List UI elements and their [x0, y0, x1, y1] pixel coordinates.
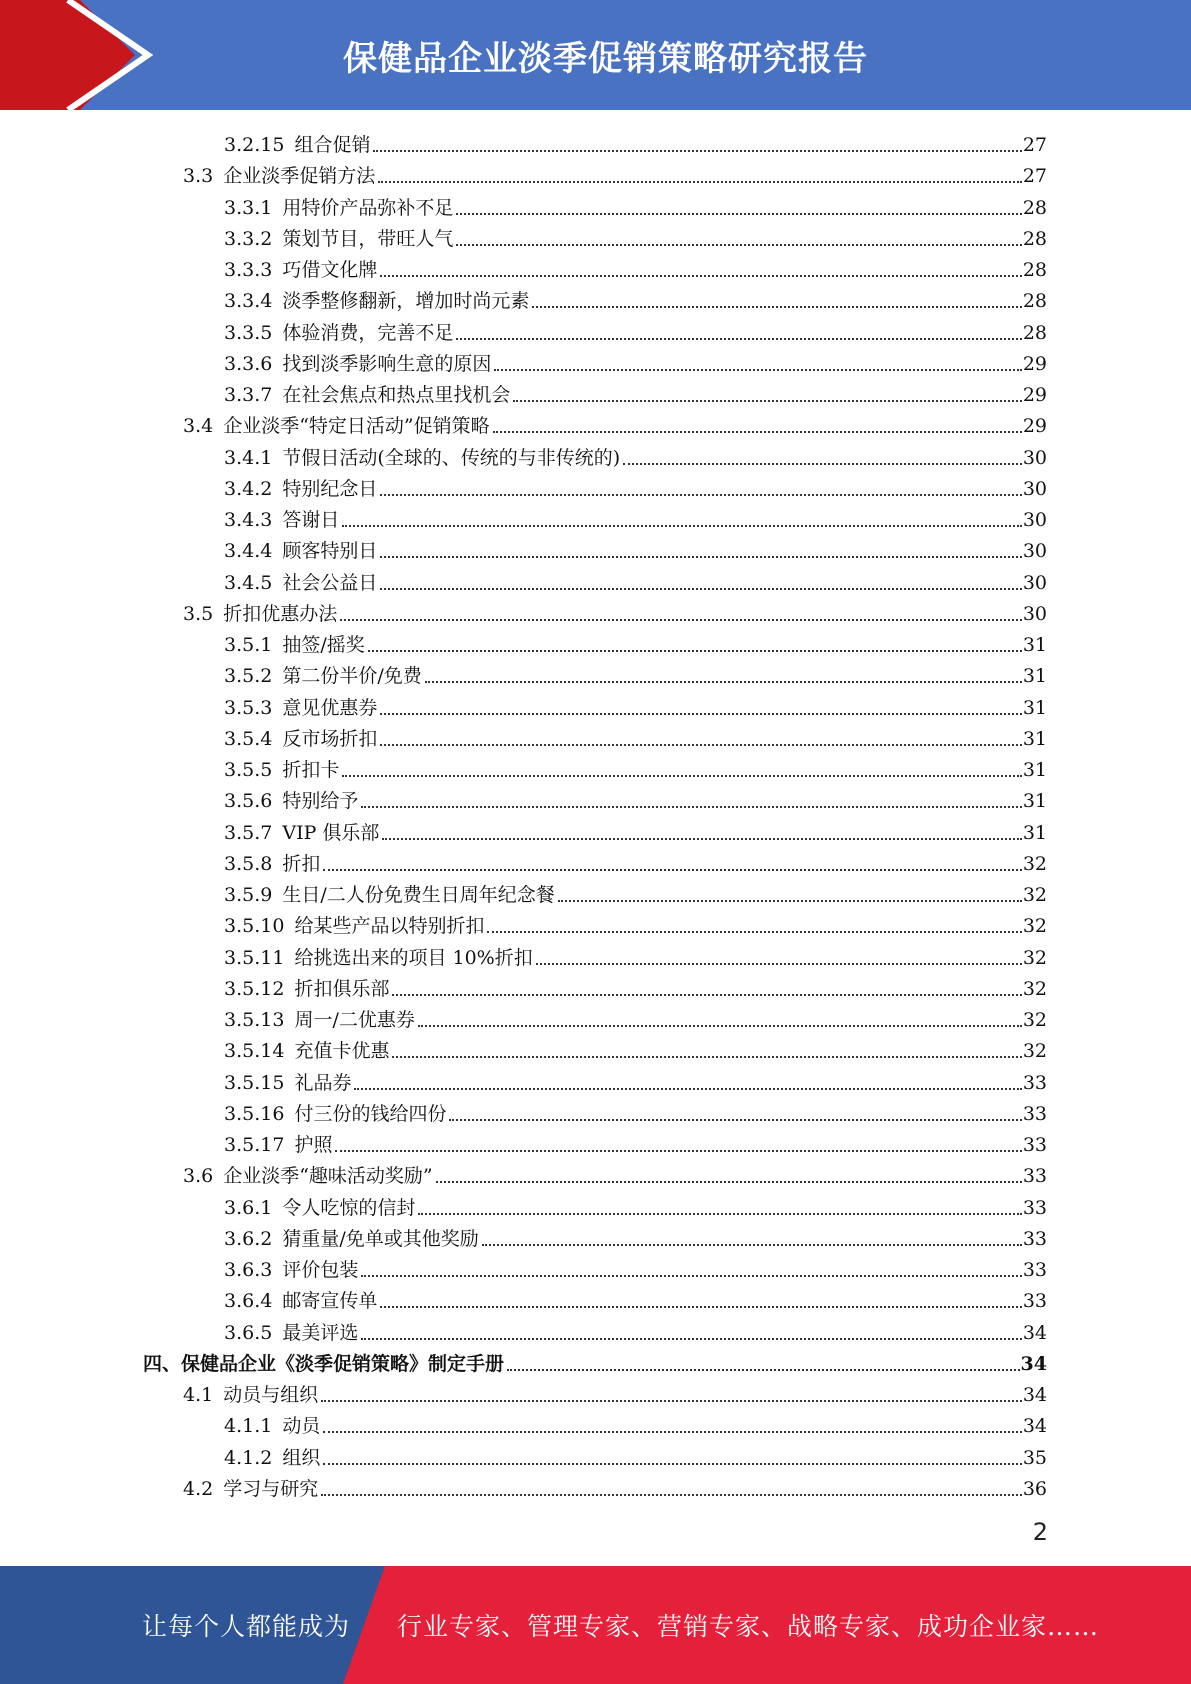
toc-entry-title	[224, 507, 339, 533]
toc-entry-number: 3.5.4	[224, 727, 273, 750]
toc-entry-number: 4.1	[183, 1384, 214, 1406]
toc-entry-number: 3.6.5	[224, 1321, 273, 1344]
toc-entry-title	[224, 1132, 332, 1158]
toc-entry-label: 最美评选	[282, 1321, 359, 1344]
toc-entry-number: 3.3.5	[224, 321, 273, 344]
toc-entry-title	[224, 945, 533, 971]
toc-entry-number: 3.3.2	[224, 227, 273, 250]
toc-entry[interactable]	[224, 127, 1047, 158]
toc-dot-leader	[335, 1150, 1021, 1152]
toc-entry-label: 令人吃惊的信封	[282, 1196, 416, 1219]
toc-entry-label: 猜重量/免单或其他奖励	[282, 1227, 479, 1250]
toc-entry-label: 礼品券	[294, 1071, 352, 1094]
toc-entry-page: 29	[1022, 352, 1047, 375]
toc-entry-number: 3.4	[183, 415, 214, 438]
toc-entry-title	[183, 1163, 433, 1189]
toc-entry[interactable]	[224, 1190, 1047, 1221]
toc-dot-leader	[323, 1463, 1021, 1465]
toc-entry-page: 33	[1022, 1102, 1047, 1125]
toc-entry-label: 社会公益日	[282, 571, 378, 594]
toc-entry-page: 29	[1022, 384, 1047, 406]
toc-entry-number: 3.6.3	[224, 1259, 273, 1281]
toc-entry[interactable]	[224, 252, 1047, 283]
toc-entry-number: 3.3.3	[224, 259, 273, 281]
toc-entry-number: 3.4.1	[224, 446, 273, 469]
toc-entry-page: 34	[1022, 1321, 1047, 1344]
page-footer	[0, 1566, 1191, 1684]
toc-entry-page: 33	[1022, 1165, 1047, 1188]
toc-entry-page: 30	[1022, 477, 1047, 500]
toc-entry-page: 28	[1022, 290, 1047, 313]
toc-entry-title	[224, 1257, 358, 1283]
toc-entry[interactable]	[224, 440, 1047, 471]
toc-entry-number: 3.4.2	[224, 477, 273, 500]
toc-entry-label: 节假日活动(全球的、传统的与非传统的)	[282, 446, 621, 469]
toc-entry-label: 反市场折扣	[282, 727, 378, 750]
toc-entry-label: 动员	[282, 1415, 321, 1438]
toc-entry-title	[183, 1382, 318, 1408]
toc-entry[interactable]	[224, 783, 1047, 814]
toc-dot-leader	[623, 463, 1022, 465]
toc-entry-number: 3.5.17	[224, 1134, 285, 1156]
toc-entry[interactable]	[224, 1002, 1047, 1033]
toc-entry-title	[224, 1288, 377, 1314]
toc-entry-page: 31	[1022, 696, 1047, 719]
toc-entry-title	[224, 132, 370, 158]
toc-entry[interactable]	[224, 1315, 1047, 1346]
toc-entry-page: 31	[1022, 759, 1047, 781]
toc-entry-page: 30	[1022, 571, 1047, 594]
toc-entry-number: 3.6.4	[224, 1290, 273, 1313]
toc-entry-label: 找到淡季影响生意的原因	[282, 352, 492, 375]
toc-entry-label: 折扣	[282, 852, 321, 875]
toc-entry-title	[224, 476, 377, 502]
toc-entry-label: 策划节目，带旺人气	[282, 227, 454, 250]
toc-entry-label: 组织	[282, 1446, 321, 1469]
toc-entry-page: 31	[1022, 634, 1047, 656]
toc-entry-number: 3.6.1	[224, 1196, 273, 1219]
toc-entry-title	[224, 1226, 479, 1252]
toc-entry-label: 抽签/摇奖	[282, 634, 365, 656]
toc-entry[interactable]	[224, 752, 1047, 783]
toc-entry-number: 3.4.5	[224, 571, 273, 594]
toc-dot-leader	[449, 1119, 1021, 1121]
toc-entry-title	[224, 288, 529, 314]
toc-dot-leader	[380, 1306, 1021, 1308]
toc-dot-leader	[380, 713, 1021, 715]
toc-entry-number: 3.5.14	[224, 1040, 285, 1063]
toc-entry-title	[224, 882, 555, 908]
toc-entry-title	[183, 413, 490, 439]
toc-dot-leader	[418, 1213, 1021, 1215]
toc-entry-page: 33	[1022, 1134, 1047, 1156]
toc-entry-number: 3.5.9	[224, 884, 273, 906]
toc-entry-page: 31	[1022, 821, 1047, 844]
toc-entry-number: 3.5.5	[224, 759, 273, 781]
toc-dot-leader	[494, 369, 1021, 371]
toc-entry-label: 特别纪念日	[282, 477, 378, 500]
toc-entry[interactable]	[224, 908, 1047, 939]
toc-entry[interactable]	[224, 658, 1047, 689]
toc-entry-page: 36	[1022, 1477, 1047, 1500]
toc-entry-label: 动员与组织	[223, 1384, 319, 1406]
toc-entry[interactable]	[183, 158, 1047, 189]
toc-entry-label: 付三份的钱给四份	[294, 1102, 447, 1125]
document-title: 保健品企业淡季促销策略研究报告	[343, 38, 868, 79]
toc-entry-page: 35	[1022, 1446, 1047, 1469]
toc-entry-label: 企业淡季“特定日活动”促销策略	[223, 415, 490, 438]
toc-entry-title	[224, 757, 339, 783]
toc-dot-leader	[378, 181, 1022, 183]
toc-entry-page: 31	[1022, 665, 1047, 688]
toc-entry[interactable]	[224, 1440, 1047, 1471]
toc-entry-label: 在社会焦点和热点里找机会	[282, 384, 511, 406]
toc-entry-title	[224, 351, 491, 377]
toc-entry-page: 34	[1022, 1415, 1047, 1438]
toc-entry-page: 27	[1022, 165, 1047, 188]
toc-entry-label: 护照	[294, 1134, 333, 1156]
toc-dot-leader	[436, 1181, 1022, 1183]
toc-dot-leader	[487, 931, 1021, 933]
toc-entry[interactable]	[224, 283, 1047, 314]
toc-entry-page: 28	[1022, 259, 1047, 281]
toc-entry-title	[224, 538, 377, 564]
toc-entry-number: 3.5.12	[224, 977, 285, 1000]
toc-entry[interactable]	[224, 846, 1047, 877]
toc-entry-label: 生日/二人份免费生日周年纪念餐	[282, 884, 555, 906]
toc-entry[interactable]	[224, 471, 1047, 502]
toc-entry-title	[224, 976, 389, 1002]
toc-entry[interactable]	[143, 1346, 1047, 1377]
toc-entry-page: 32	[1022, 884, 1047, 906]
toc-entry-number: 4.2	[183, 1477, 214, 1500]
toc-dot-leader	[456, 213, 1021, 215]
toc-dot-leader	[361, 1275, 1021, 1277]
toc-entry[interactable]	[224, 565, 1047, 596]
toc-dot-leader	[513, 400, 1021, 402]
toc-entry-label: 特别给予	[282, 790, 359, 813]
toc-entry-number: 3.6.2	[224, 1227, 273, 1250]
toc-entry-number: 3.6	[183, 1165, 214, 1188]
toc-dot-leader	[361, 1338, 1021, 1340]
toc-entry-number: 3.5.8	[224, 852, 273, 875]
toc-dot-leader	[392, 994, 1021, 996]
toc-entry-number: 3.5.6	[224, 790, 273, 813]
toc-entry-title	[224, 1195, 415, 1221]
toc-entry-title	[224, 1070, 351, 1096]
toc-entry[interactable]	[183, 1158, 1047, 1189]
toc-entry-page: 28	[1022, 321, 1047, 344]
toc-dot-leader	[392, 1056, 1021, 1058]
toc-entry-number: 4.1.1	[224, 1415, 273, 1438]
toc-entry-label: 用特价产品弥补不足	[282, 196, 454, 219]
toc-dot-leader	[373, 150, 1021, 152]
toc-dot-leader	[380, 744, 1021, 746]
toc-dot-leader	[380, 494, 1021, 496]
toc-entry-page: 33	[1022, 1259, 1047, 1281]
toc-entry-page: 32	[1022, 1040, 1047, 1063]
toc-dot-leader	[354, 1088, 1021, 1090]
toc-entry[interactable]	[224, 971, 1047, 1002]
toc-dot-leader	[536, 963, 1022, 965]
toc-entry-label: 给挑选出来的项目 10%折扣	[294, 946, 533, 969]
toc-entry-number: 3.2.15	[224, 134, 285, 156]
toc-entry[interactable]	[224, 346, 1047, 377]
toc-entry-title	[224, 788, 358, 814]
toc-entry-title	[143, 1351, 504, 1377]
toc-entry-label: 给某些产品以特别折扣	[294, 915, 485, 938]
toc-entry-title	[224, 320, 453, 346]
toc-dot-leader	[323, 1431, 1021, 1433]
toc-entry-label: 巧借文化牌	[282, 259, 378, 281]
toc-entry-label: 淡季整修翻新，增加时尚元素	[282, 290, 530, 313]
toc-entry-label: 折扣俱乐部	[294, 977, 390, 1000]
toc-entry-number: 4.1.2	[224, 1446, 273, 1469]
toc-entry-page: 31	[1022, 790, 1047, 813]
toc-dot-leader	[323, 869, 1021, 871]
toc-entry[interactable]	[224, 533, 1047, 564]
toc-entry-page: 30	[1022, 540, 1047, 563]
toc-dot-leader	[456, 338, 1021, 340]
toc-entry-page: 33	[1022, 1196, 1047, 1219]
toc-entry-title	[224, 913, 484, 939]
toc-entry-title	[224, 851, 320, 877]
toc-entry-title	[224, 1007, 415, 1033]
toc-dot-leader	[321, 1494, 1022, 1496]
toc-entry-page: 34	[1022, 1384, 1047, 1406]
toc-dot-leader	[321, 1400, 1022, 1402]
toc-entry-title	[224, 1038, 389, 1064]
toc-dot-leader	[558, 900, 1022, 902]
toc-entry-number: 3.5.2	[224, 665, 273, 688]
toc-dot-leader	[342, 525, 1021, 527]
toc-dot-leader	[380, 275, 1021, 277]
toc-entry[interactable]	[224, 502, 1047, 533]
toc-entry-number: 3.3	[183, 165, 214, 188]
toc-entry-title	[224, 445, 620, 471]
toc-dot-leader	[380, 588, 1021, 590]
toc-entry-label: 折扣卡	[282, 759, 340, 781]
toc-entry-label: 邮寄宣传单	[282, 1290, 378, 1313]
toc-entry-title	[224, 820, 379, 846]
toc-entry[interactable]	[224, 940, 1047, 971]
toc-entry-page: 30	[1022, 446, 1047, 469]
toc-dot-leader	[368, 650, 1022, 652]
toc-entry[interactable]	[224, 815, 1047, 846]
toc-entry-title	[224, 726, 377, 752]
toc-entry-label: 体验消费，完善不足	[282, 321, 454, 344]
toc-entry-page: 33	[1022, 1071, 1047, 1094]
toc-entry-number: 3.5.15	[224, 1071, 285, 1094]
toc-entry-title	[183, 1476, 318, 1502]
toc-entry-page: 32	[1022, 915, 1047, 938]
toc-entry-title	[224, 663, 422, 689]
toc-entry-label: 四、保健品企业《淡季促销策略》制定手册	[143, 1352, 505, 1375]
toc-entry-title	[224, 695, 377, 721]
toc-entry-label: 意见优惠券	[282, 696, 378, 719]
toc-entry-title	[183, 601, 337, 627]
toc-entry[interactable]	[224, 721, 1047, 752]
toc-entry-page: 33	[1022, 1227, 1047, 1250]
toc-entry-title	[224, 1445, 320, 1471]
toc-entry[interactable]	[224, 221, 1047, 252]
toc-entry[interactable]	[183, 1377, 1047, 1408]
toc-entry[interactable]	[224, 1283, 1047, 1314]
toc-entry-label: 周一/二优惠券	[294, 1009, 415, 1031]
toc-entry-number: 3.3.7	[224, 384, 273, 406]
footer-slogan-right: 行业专家、管理专家、营销专家、战略专家、成功企业家……	[397, 1612, 1100, 1641]
toc-entry-label: 充值卡优惠	[294, 1040, 390, 1063]
toc-dot-leader	[418, 1025, 1022, 1027]
toc-entry[interactable]	[224, 690, 1047, 721]
toc-dot-leader	[380, 556, 1021, 558]
toc-entry-title	[224, 632, 365, 658]
toc-entry-label: 第二份半价/免费	[282, 665, 422, 688]
toc-entry-label: 企业淡季促销方法	[223, 165, 376, 188]
toc-dot-leader	[456, 244, 1021, 246]
page-number: 2	[1032, 1518, 1048, 1546]
toc-entry[interactable]	[183, 1471, 1047, 1502]
toc-dot-leader	[482, 1244, 1022, 1246]
toc-dot-leader	[342, 775, 1021, 777]
toc-entry[interactable]	[224, 1065, 1047, 1096]
toc-entry-title	[224, 1101, 446, 1127]
toc-entry[interactable]	[183, 596, 1047, 627]
toc-entry-page: 32	[1022, 946, 1047, 969]
footer-slogan-left: 让每个人都能成为	[142, 1612, 351, 1641]
toc-entry-page: 33	[1022, 1290, 1047, 1313]
toc-dot-leader	[425, 681, 1022, 683]
toc-entry-title	[183, 163, 375, 189]
toc-entry[interactable]	[224, 1127, 1047, 1158]
page-header	[0, 0, 1191, 110]
toc-entry-number: 3.5	[183, 602, 214, 625]
toc-dot-leader	[340, 619, 1022, 621]
toc-dot-leader	[507, 1369, 1020, 1371]
toc-entry[interactable]	[224, 190, 1047, 221]
toc-entry[interactable]	[224, 1252, 1047, 1283]
toc-entry[interactable]	[224, 315, 1047, 346]
toc-entry-label: 学习与研究	[223, 1477, 319, 1500]
toc-entry[interactable]	[224, 1408, 1047, 1439]
toc-dot-leader	[493, 431, 1022, 433]
toc-entry-number: 3.5.11	[224, 946, 285, 969]
toc-entry-page: 28	[1022, 196, 1047, 219]
toc-entry-title	[224, 257, 377, 283]
toc-entry-page: 29	[1022, 415, 1047, 438]
toc-dot-leader	[361, 806, 1021, 808]
toc-entry-page: 27	[1022, 134, 1047, 156]
toc-entry[interactable]	[224, 1221, 1047, 1252]
toc-entry-number: 3.5.7	[224, 821, 273, 844]
toc-entry-title	[224, 226, 453, 252]
toc-entry[interactable]	[224, 1033, 1047, 1064]
toc-entry-page: 28	[1022, 227, 1047, 250]
toc-dot-leader	[382, 838, 1021, 840]
toc-entry-number: 3.4.3	[224, 509, 273, 531]
toc-entry-number: 3.3.1	[224, 196, 273, 219]
toc-entry-label: VIP 俱乐部	[282, 821, 380, 844]
toc-entry-label: 折扣优惠办法	[223, 602, 338, 625]
toc-entry-page: 32	[1022, 977, 1047, 1000]
toc-entry-page: 32	[1022, 852, 1047, 875]
toc-entry[interactable]	[224, 627, 1047, 658]
toc-entry-page: 31	[1022, 727, 1047, 750]
toc-entry[interactable]	[183, 408, 1047, 439]
toc-entry-label: 组合促销	[294, 134, 371, 156]
toc-entry-label: 答谢日	[282, 509, 340, 531]
toc-entry-title	[224, 570, 377, 596]
toc-entry-label: 顾客特别日	[282, 540, 378, 563]
toc-entry-number: 3.3.6	[224, 352, 273, 375]
toc-entry-title	[224, 1320, 358, 1346]
toc-entry-number: 3.5.13	[224, 1009, 285, 1031]
toc-entry-number: 3.4.4	[224, 540, 273, 563]
toc-entry-number: 3.5.16	[224, 1102, 285, 1125]
toc-entry-number: 3.5.10	[224, 915, 285, 938]
toc-entry[interactable]	[224, 377, 1047, 408]
toc-entry-title	[224, 1413, 320, 1439]
toc-entry-page: 34	[1020, 1352, 1047, 1375]
toc-entry-page: 30	[1022, 509, 1047, 531]
toc-entry-number: 3.5.1	[224, 634, 273, 656]
toc-entry-page: 32	[1022, 1009, 1047, 1031]
toc-entry-page: 30	[1022, 602, 1047, 625]
toc-entry-title	[224, 382, 510, 408]
toc-entry-title	[224, 195, 453, 221]
toc-entry-number: 3.5.3	[224, 696, 273, 719]
toc-entry[interactable]	[224, 877, 1047, 908]
toc-dot-leader	[532, 306, 1021, 308]
toc-entry[interactable]	[224, 1096, 1047, 1127]
toc-entry-label: 评价包装	[282, 1259, 359, 1281]
toc-entry-number: 3.3.4	[224, 290, 273, 313]
toc-entry-label: 企业淡季“趣味活动奖励”	[223, 1165, 433, 1188]
